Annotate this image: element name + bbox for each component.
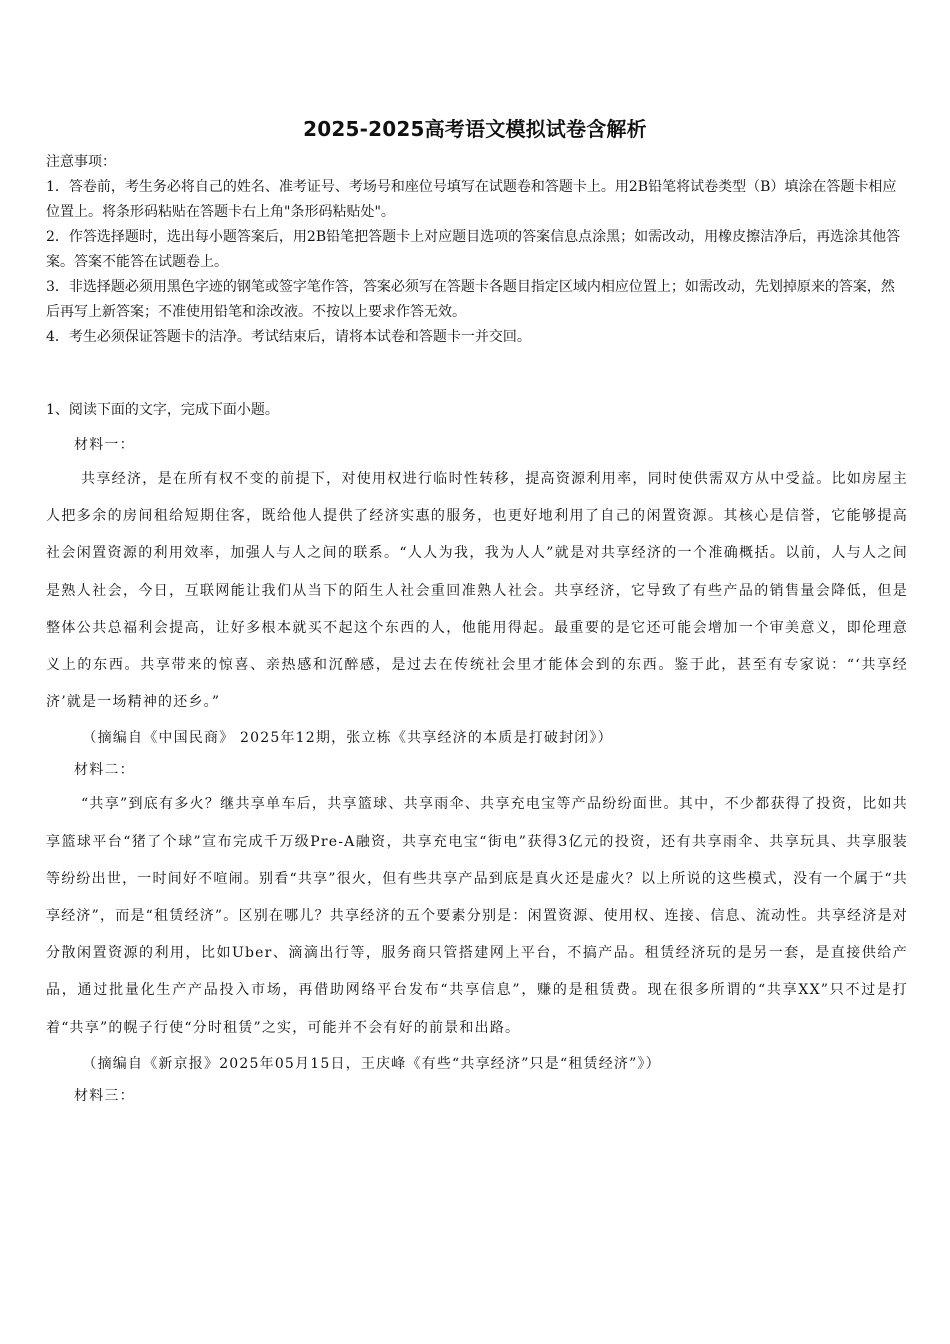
material-1-label: 材料一： xyxy=(74,437,135,453)
notice-item-2: 2．作答选择题时，选出每小题答案后，用2B铅笔把答题卡上对应题目选项的答案信息点涂黑；如需改动，用橡皮擦洁净后，再选涂其他答案。答案不能答在试题卷上。 xyxy=(46,229,901,270)
material-1-text: 共享经济，是在所有权不变的前提下，对使用权进行临时性转移，提高资源利用率，同时使供需双方从中受益。比如房屋主人把多余的房间租给短期住客，既给他人提供了经济实惠的服务，也更好地利用了自己的闲置资源。其核心是信誉，它能够提高社会闲置资源的利用效率，加强人与人之间的联系。“人人为我，我为人人”就是对共享经济的一个准确概括。以前，人与人之间是熟人社会，今日，互联网能让我们从当下的陌生人社会重回准熟人社会。共享经济，它导致了有些产品的销售量会降低，但是整体公共总福利会提高，让好多根本就买不起这个东西的人，他能用得起。最重要的是它还可能会增加一个审美意义，即伦理意义上的东西。共享带来的惊喜、亲热感和沉醉感，是过去在传统社会里才能体会到的东西。鉴于此，甚至有专家说：“‘共享经济’就是一场精神的还乡。” xyxy=(46,471,908,711)
material-2-text: “共享”到底有多火？继共享单车后，共享篮球、共享雨伞、共享充电宝等产品纷纷面世。其中，不少都获得了投资，比如共享篮球平台“猪了个球”宣布完成千万级Pre-A融资，共享充电宝“街电”获得3亿元的投资，还有共享雨伞、共享玩具、共享服装等纷纷出世，一时间好不喧闹。别看“共享”很火，但有些共享产品到底是真火还是虚火？以上所说的这些模式，没有一个属于“共享经济”，而是“租赁经济”。区别在哪儿？共享经济的五个要素分别是：闲置资源、使用权、连接、信息、流动性。共享经济是对分散闲置资源的利用，比如Uber、滴滴出行等，服务商只管搭建网上平台，不搞产品。租赁经济玩的是另一套，是直接供给产品，通过批量化生产产品投入市场，再借助网络平台发布“共享信息”，赚的是租赁费。现在很多所谓的“共享XX”只不过是打着“共享”的幌子行使“分时租赁”之实，可能并不会有好的前景和出路。 xyxy=(46,796,908,1036)
question-prompt: 1、阅读下面的文字，完成下面小题。 xyxy=(46,402,279,418)
notice-heading: 注意事项： xyxy=(46,154,116,170)
notice-item-3: 3．非选择题必须用黑色字迹的钢笔或签字笔作答，答案必须写在答题卡各题目指定区域内相应位置上；如需改动，先划掉原来的答案，然后再写上新答案；不准使用铅笔和涂改液。不按以上要求作答无效。 xyxy=(46,279,895,320)
page-title: 2025-2025高考语文模拟试卷含解析 xyxy=(303,117,647,141)
material-3-label: 材料三： xyxy=(74,1087,135,1104)
material-1-source: （摘编自《中国民商》 2025年12期，张立栋《共享经济的本质是打破封闭》） xyxy=(82,730,613,747)
material-2-source: （摘编自《新京报》2025年05月15日，王庆峰《有些“共享经济”只是“租赁经济”》） xyxy=(82,1055,661,1072)
notice-section xyxy=(46,150,908,350)
reading-materials xyxy=(46,430,908,1112)
notice-item-4: 4．考生必须保证答题卡的洁净。考试结束后，请将本试卷和答题卡一并交回。 xyxy=(46,329,531,345)
question-1 xyxy=(46,398,908,423)
notice-item-1: 1．答卷前，考生务必将自己的姓名、准考证号、考场号和座位号填写在试题卷和答题卡上。用2B铅笔将试卷类型（B）填涂在答题卡相应位置上。将条形码粘贴在答题卡右上角"条形码粘贴处"。 xyxy=(46,179,897,220)
material-2-label: 材料二： xyxy=(74,762,135,779)
